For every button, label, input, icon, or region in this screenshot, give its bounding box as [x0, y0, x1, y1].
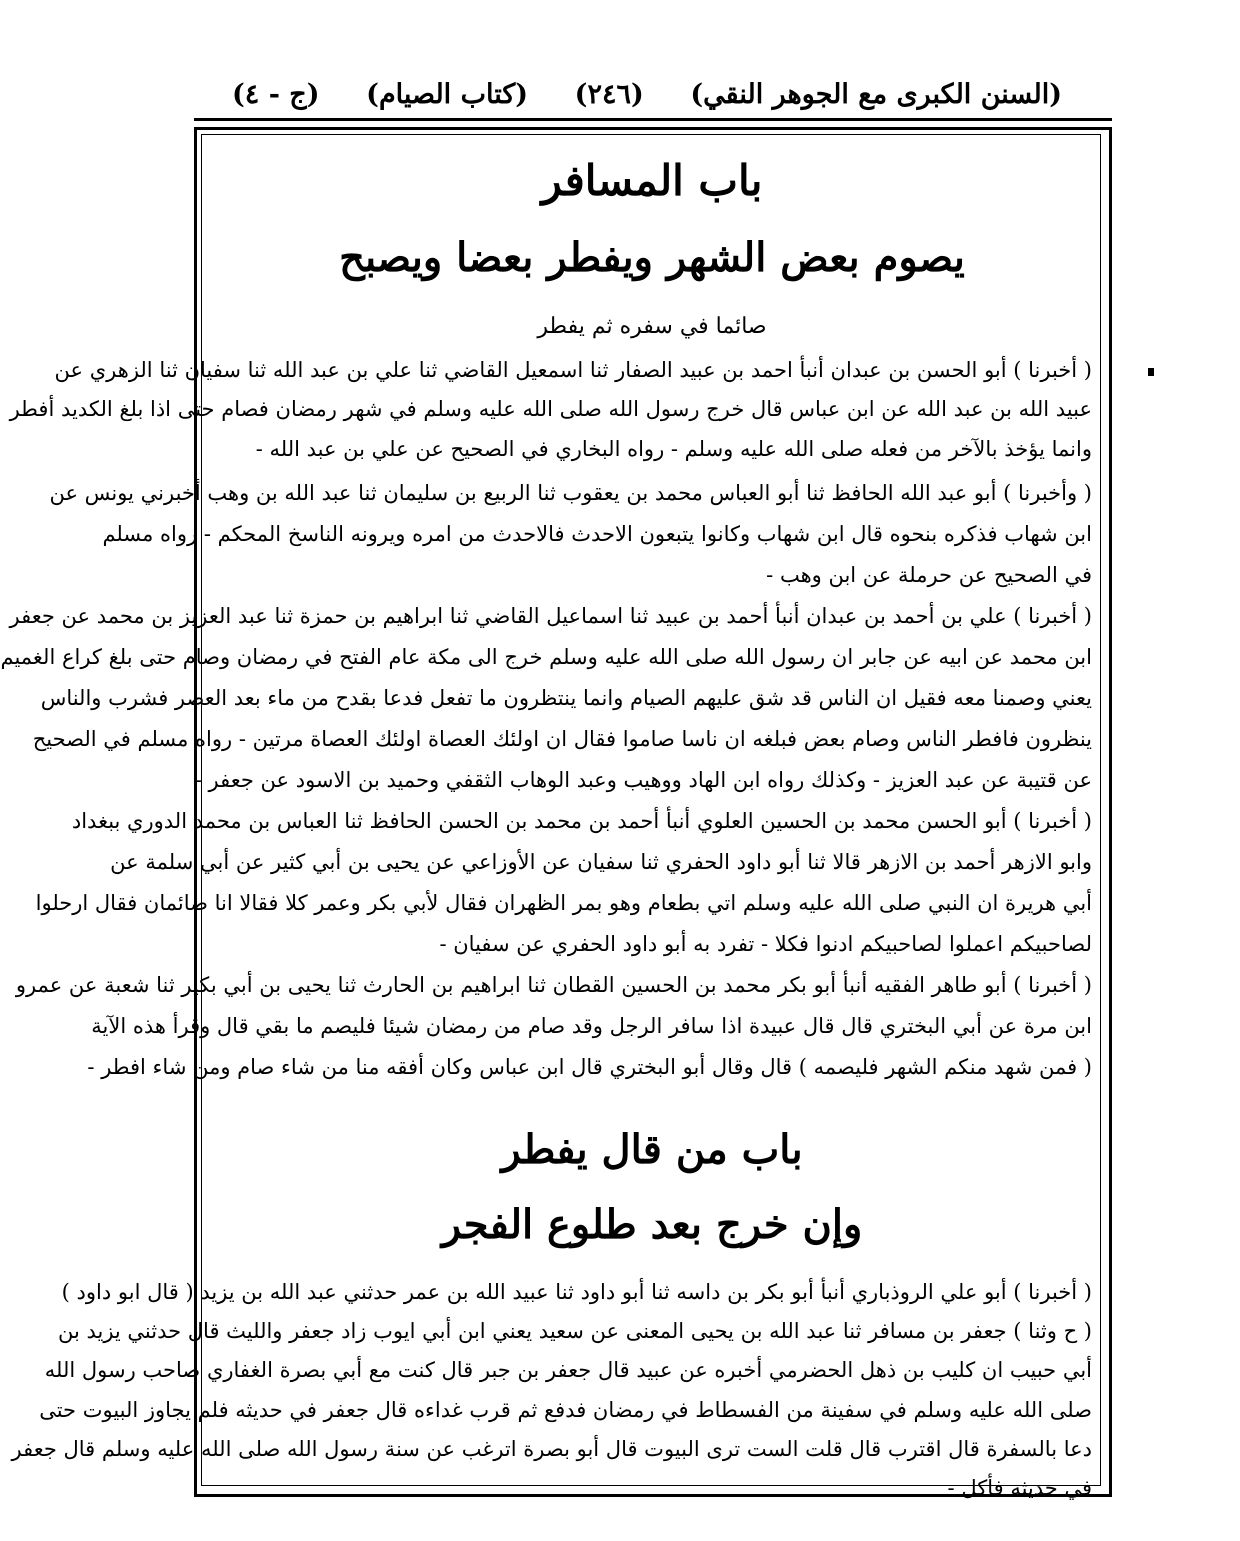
volume-number: (ج - ٤) — [232, 78, 320, 110]
section-1-line: يعني وصمنا معه فقيل ان الناس قد شق عليهم الصيام وانما ينتظرون ما تفعل فدعا بقدح من ماء بعد العصر فشرب والناس — [40, 686, 1092, 710]
section-1-line: ابن شهاب فذكره بنحوه قال ابن شهاب وكانوا يتبعون الاحدث فالاحدث من امره ويرونه الناسخ المحكم - رواه مسلم — [102, 522, 1092, 546]
section-1-line: لصاحبيكم اعملوا لصاحبيكم ادنوا فكلا - تفرد به أبو داود الحفري عن سفيان - — [439, 932, 1092, 956]
section-1-line: ( أخبرنا ) أبو الحسن بن عبدان أنبأ احمد بن عبيد الصفار ثنا اسمعيل القاضي ثنا علي بن عبد الله ثنا سفيان ثنا الزهري عن — [54, 358, 1092, 382]
section-1-line: عبيد الله بن عبد الله عن ابن عباس قال خرج رسول الله صلى الله عليه وسلم في شهر رمضان فصام حتى اذا بلغ الكديد أفطر — [9, 397, 1092, 421]
section-1-line: ابن محمد عن ابيه عن جابر ان رسول الله صلى الله عليه وسلم خرج الى مكة عام الفتح في رمضان وصام حتى بلغ كراع الغميم — [0, 645, 1092, 669]
section-2-subtitle: وإن خرج بعد طلوع الفجر — [441, 1201, 863, 1248]
page-number: (٢٤٦) — [574, 78, 644, 110]
margin-mark — [1148, 368, 1154, 376]
section-2-line: ( أخبرنا ) أبو علي الروذباري أنبأ أبو بكر بن داسه ثنا أبو داود ثنا عبيد الله بن عمر حدثني عبد الله بن يزيد ( قال ابو داود ) — [61, 1280, 1092, 1304]
header-rule — [194, 118, 1112, 121]
section-1-line: ( فمن شهد منكم الشهر فليصمه ) قال وقال أبو البختري قال ابن عباس وكان أفقه منا من شاء صام ومن شاء افطر - — [87, 1055, 1092, 1079]
page-header — [232, 72, 1062, 116]
section-1-subtitle: يصوم بعض الشهر ويفطر بعضا ويصبح — [339, 234, 965, 281]
section-1-line: ابن مرة عن أبي البختري قال قال عبيدة اذا سافر الرجل وقد صام من رمضان شيئا فليصم ما بقي قال وقرأ هذه الآية — [91, 1014, 1092, 1038]
section-1-line: في الصحيح عن حرملة عن ابن وهب - — [766, 563, 1092, 587]
section-1-line: وابو الازهر أحمد بن الازهر قالا ثنا أبو داود الحفري ثنا سفيان عن الأوزاعي عن يحيى بن أبي كثير عن أبي سلمة عن — [110, 850, 1092, 874]
section-1-line: أبي هريرة ان النبي صلى الله عليه وسلم اتي بطعام وهو بمر الظهران فقال لأبي بكر وعمر كلا فقالا انا صائمان فقال ارحلوا — [35, 891, 1092, 915]
section-2-line: دعا بالسفرة قال اقترب قال قلت الست ترى البيوت قال أبو بصرة اترغب عن سنة رسول الله صلى الله عليه وسلم قال جعفر — [11, 1437, 1092, 1461]
book-title: (السنن الكبرى مع الجوهر النقي) — [690, 78, 1062, 110]
section-1-subtitle-continued: صائما في سفره ثم يفطر — [537, 314, 767, 339]
section-1-title: باب المسافر — [541, 156, 763, 205]
section-2-line: أبي حبيب ان كليب بن ذهل الحضرمي أخبره عن عبيد قال جعفر بن جبر قال كنت مع أبي بصرة الغفاري صاحب رسول الله — [44, 1358, 1092, 1382]
section-1-line: عن قتيبة عن عبد العزيز - وكذلك رواه ابن الهاد ووهيب وعبد الوهاب الثقفي وحميد بن الاسود عن جعفر - — [194, 768, 1092, 792]
section-2-line: ( ح وثنا ) جعفر بن مسافر ثنا عبد الله بن يحيى المعنى عن سعيد يعني ابن أبي ايوب زاد جعفر والليث قال حدثني يزيد بن — [57, 1319, 1092, 1343]
section-1-line: ( أخبرنا ) أبو طاهر الفقيه أنبأ أبو بكر محمد بن الحسين القطان ثنا ابراهيم بن الحارث ثنا يحيى بن أبي بكير ثنا شعبة عن عمرو — [15, 973, 1092, 997]
section-1-line: ( وأخبرنا ) أبو عبد الله الحافظ ثنا أبو العباس محمد بن يعقوب ثنا الربيع بن سليمان ثنا عبد الله بن وهب أخبرني يونس عن — [49, 481, 1092, 505]
section-1-line: ينظرون فافطر الناس وصام بعض فبلغه ان ناسا صاموا فقال ان اولئك العصاة اولئك العصاة مرتين - رواه مسلم في الصحيح — [32, 727, 1092, 751]
chapter-title: (كتاب الصيام) — [366, 78, 529, 110]
section-2-line: صلى الله عليه وسلم في سفينة من الفسطاط في رمضان فدفع ثم قرب غداءه قال جعفر في حديثه فلم يجاوز البيوت حتى — [39, 1398, 1092, 1422]
section-1-line: ( أخبرنا ) علي بن أحمد بن عبدان أنبأ أحمد بن عبيد ثنا اسماعيل القاضي ثنا ابراهيم بن حمزة ثنا عبد العزيز بن محمد عن جعفر — [9, 604, 1092, 628]
section-1-line: وانما يؤخذ بالآخر من فعله صلى الله عليه وسلم - رواه البخاري في الصحيح عن علي بن عبد الله - — [255, 437, 1092, 461]
section-2-title: باب من قال يفطر — [501, 1126, 803, 1173]
section-2-line: في حديثه فأكل - — [947, 1476, 1092, 1500]
section-1-line: ( أخبرنا ) أبو الحسن محمد بن الحسين العلوي أنبأ أحمد بن محمد بن الحسن الحافظ ثنا العباس بن محمد الدوري ببغداد — [71, 809, 1092, 833]
